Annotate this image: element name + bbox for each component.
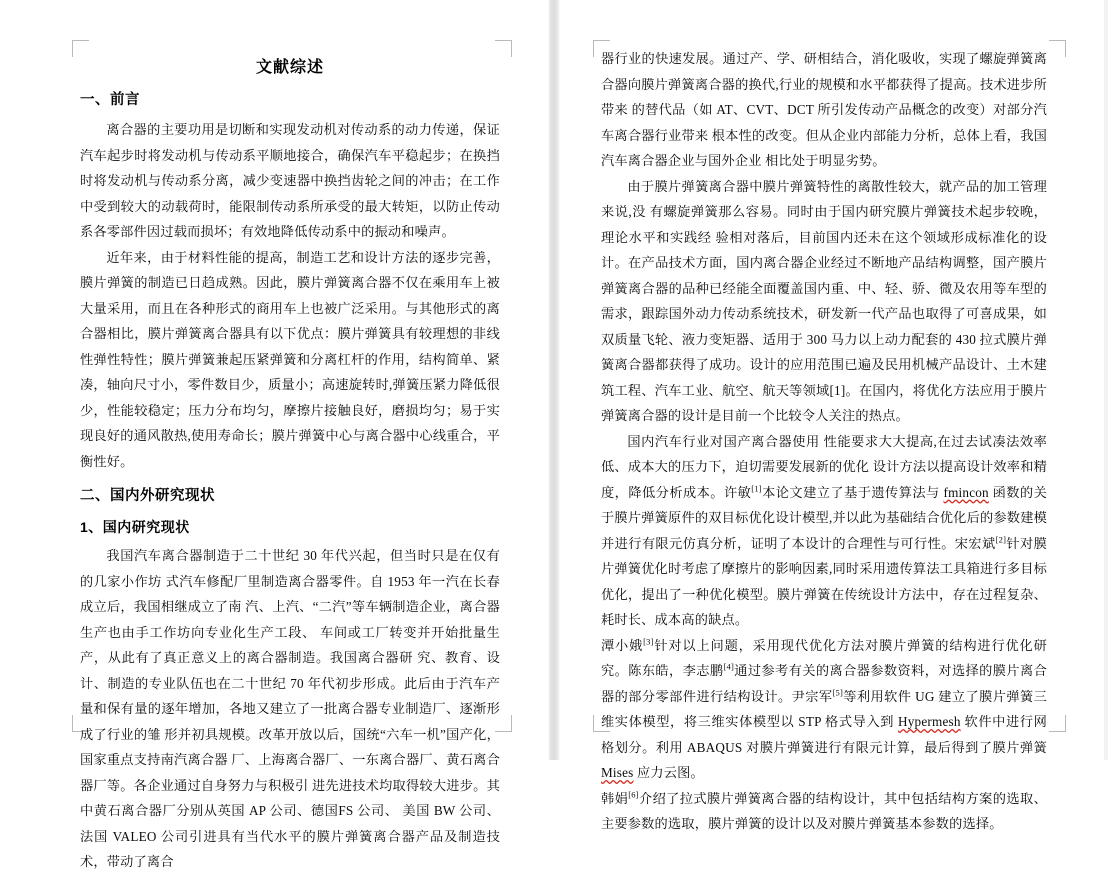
page-2 (563, 0, 1104, 831)
spellcheck-flagged-word[interactable]: Hypermesh (898, 714, 961, 729)
page-2-content (601, 46, 1047, 837)
paragraph-hanjuan-pull-type (601, 786, 1047, 837)
paragraph-clutch-function: 离合器的主要功用是切断和实现发动机对传动系的动力传递，保证汽车起步时将发动机与传动系平顺地接合，确保汽车平稳起步；在换挡时将发动机与传动系分离，减少变速器中换挡齿轮之间的冲击；在工作中受到较大的动载荷时，能限制传动系所承受的最大转矩，以防止传动系各零部件因过载而损坏；有效地降低传动系中的振动和噪声。 (80, 122, 500, 240)
citation-reference: [2] (995, 534, 1007, 545)
text-run: 应力云图。 (633, 765, 704, 780)
text-run: 针对膜片弹簧优化时考虑了摩擦片的影响因素,同时采用遗传算法工具箱进行多目标优化，提出了一种优化模型。膜片弹簧在传统设计方法中，存在过程复杂、耗时长、成本高的缺点。 (601, 535, 1047, 627)
paragraph-dispersion-and-products: 由于膜片弹簧离合器中膜片弹簧特性的离散性较大，就产品的加工管理来说,没 有螺旋弹簧那么容易。同时由于国内研究膜片弹簧技术起步较晚，理论水平和实践经 验相对落后，目前国内还未在这个领域形成标准化的设计。在产品技术方面，国内离合器企业经过不断地产品结构调整，国产膜片弹簧离合器的品种已经能全面覆盖国内重、中、轻、骄、微及农用等车型的需求，跟踪国外动力传动系统技术，研发新一代产品也取得了可喜成果，如双质量飞轮、液力变矩器、适用于 300 马力以上动力配套的 430 拉式膜片弹簧离合器都获得了成功。设计的应用范围已遍及民用机械产品设计、土木建筑工程、汽车工业、航空、航天等领域[1]。在国内，将优化方法应用于膜片弹簧离合器的设计是目前一个比较令人关注的热点。 (601, 178, 1047, 423)
subheading-domestic-research: 1、国内研究现状 (80, 518, 190, 535)
text-run: 软件中进行网格划分。利用 ABAQUS 对膜片弹簧进行有限元计算，最后得到了膜片弹簧 (601, 714, 1047, 755)
paragraph-optimization-research (601, 429, 1047, 633)
page-title: 文献综述 (255, 59, 324, 76)
citation-reference: [4] (723, 661, 734, 672)
text-run: 函数的关于膜片弹簧原件的双目标优化设计模型,并以此为基础结合优化后的参数建模并进行有限元仿真分析，证明了本设计的合理性与可行性。宋宏斌 (601, 484, 1047, 551)
paragraph-diaphragm-advantages: 近年来，由于材料性能的提高，制造工艺和设计方法的逐步完善，膜片弹簧的制造已日趋成熟。因此，膜片弹簧离合器不仅在乘用车上被大量采用，而且在各种形式的商用车上也被广泛采用。与其他形式的离合器相比，膜片弹簧离合器具有以下优点：膜片弹簧具有较理想的非线性弹性特性；膜片弹簧兼起压紧弹簧和分离杠杆的作用，结构简单、紧凑，轴向尺寸小，零件数目少，质量小；高速旋转时,弹簧压紧力降低很少，性能较稳定；压力分布均匀，摩擦片接触良好，磨损均匀；易于实现良好的通风散热,使用寿命长；膜片弹簧中心与离合器中心线重合，平衡性好。 (80, 249, 500, 469)
citation-reference: [1] (751, 483, 762, 494)
text-run: 本论文建立了基于遗传算法与 (761, 484, 944, 500)
text-run: 国内汽车行业对国产离合器使用 性能要求大大提高,在过去试凑法效率低、成本大的压力下，迫切需要发展新的优化 设计方法以提高设计效率和精度，降低分析成本。许敏 (601, 433, 1047, 500)
text-run: 潭小娥 (601, 637, 644, 653)
crop-mark-bottom-right (1049, 715, 1066, 732)
paragraph-industry-development-cont: 器行业的快速发展。通过产、学、研相结合，消化吸收，实现了螺旋弹簧离合器向膜片弹簧离合器的换代,行业的规模和水平都获得了提高。技术进步所带来 的替代品（如 AT、CVT、DCT 所引发传动产品概念的改变）对部分汽车离合器行业带来 根本性的改变。但从企业内部能力分析，总体上看，我国汽车离合器企业与国外企业 相比处于明显劣势。 (601, 51, 1047, 168)
paragraph-structural-design-studies (601, 633, 1047, 786)
text-run: 介绍了拉式膜片弹簧离合器的结构设计，其中包括结构方案的选取、主要参数的选取，膜片弹簧的设计以及对膜片弹簧基本参数的选择。 (601, 790, 1047, 831)
section-heading-preface: 一、前言 (80, 92, 140, 109)
crop-mark-top-right (1049, 40, 1066, 57)
text-run: 韩娟 (601, 790, 629, 806)
page-1-content (80, 46, 500, 875)
text-run: 等利用软件 UG 建立了膜片弹簧三维实体模型，将三维实体模型以 STP 格式导入到 (601, 688, 1047, 729)
citation-reference: [3] (643, 636, 654, 647)
section-heading-research-status: 二、国内外研究现状 (80, 488, 215, 505)
spellcheck-flagged-word[interactable]: fmincon (943, 484, 989, 500)
page-edge-sliver (1104, 0, 1108, 760)
paragraph-domestic-history: 我国汽车离合器制造于二十世纪 30 年代兴起，但当时只是在仅有的几家小作坊 式汽车修配厂里制造离合器零件。自 1953 年一汽在长春成立后，我国相继成立了南 汽、上汽、“二汽”等车辆制造企业，离合器生产也由手工作坊向专业化生产工段、 车间或工厂转变并开始批量生产，从此有了真正意义上的离合器制造。我国离合器研 究、教育、设计、制造的专业队伍也在二十世纪 70 年代初步形成。此后由于汽车产 量和保有量的逐年增加，各地又建立了一批离合器专业制造厂、逐渐形成了行业的雏 形并初具规模。改革开放以后，国统“六车一机”国产化，国家重点支持南汽离合器 厂、上海离合器厂、一东离合器厂、黄石离合器厂等。各企业通过自身努力与积极引 进先进技术均取得较大进步。其中黄石离合器厂分别从英国 AP 公司、德国FS 公司、 美国 BW 公司、法国 VALEO 公司引进具有当代水平的膜片弹簧离合器产品及制造技术，带动了离合 (80, 548, 500, 870)
page-1 (30, 0, 548, 870)
page-separator (548, 0, 560, 760)
citation-reference: [5] (832, 687, 844, 698)
spellcheck-flagged-word[interactable]: Mises (601, 765, 634, 780)
text-run: 针对以上问题，采用现代优化方法对膜片弹簧的结构进行优化研究。陈东皓，李志鹏 (601, 637, 1047, 678)
citation-reference: [6] (628, 789, 639, 800)
text-run: 通过参考有关的离合器参数资料，对选择的膜片离合器的部分零部件进行结构设计。尹宗军 (601, 663, 1047, 704)
